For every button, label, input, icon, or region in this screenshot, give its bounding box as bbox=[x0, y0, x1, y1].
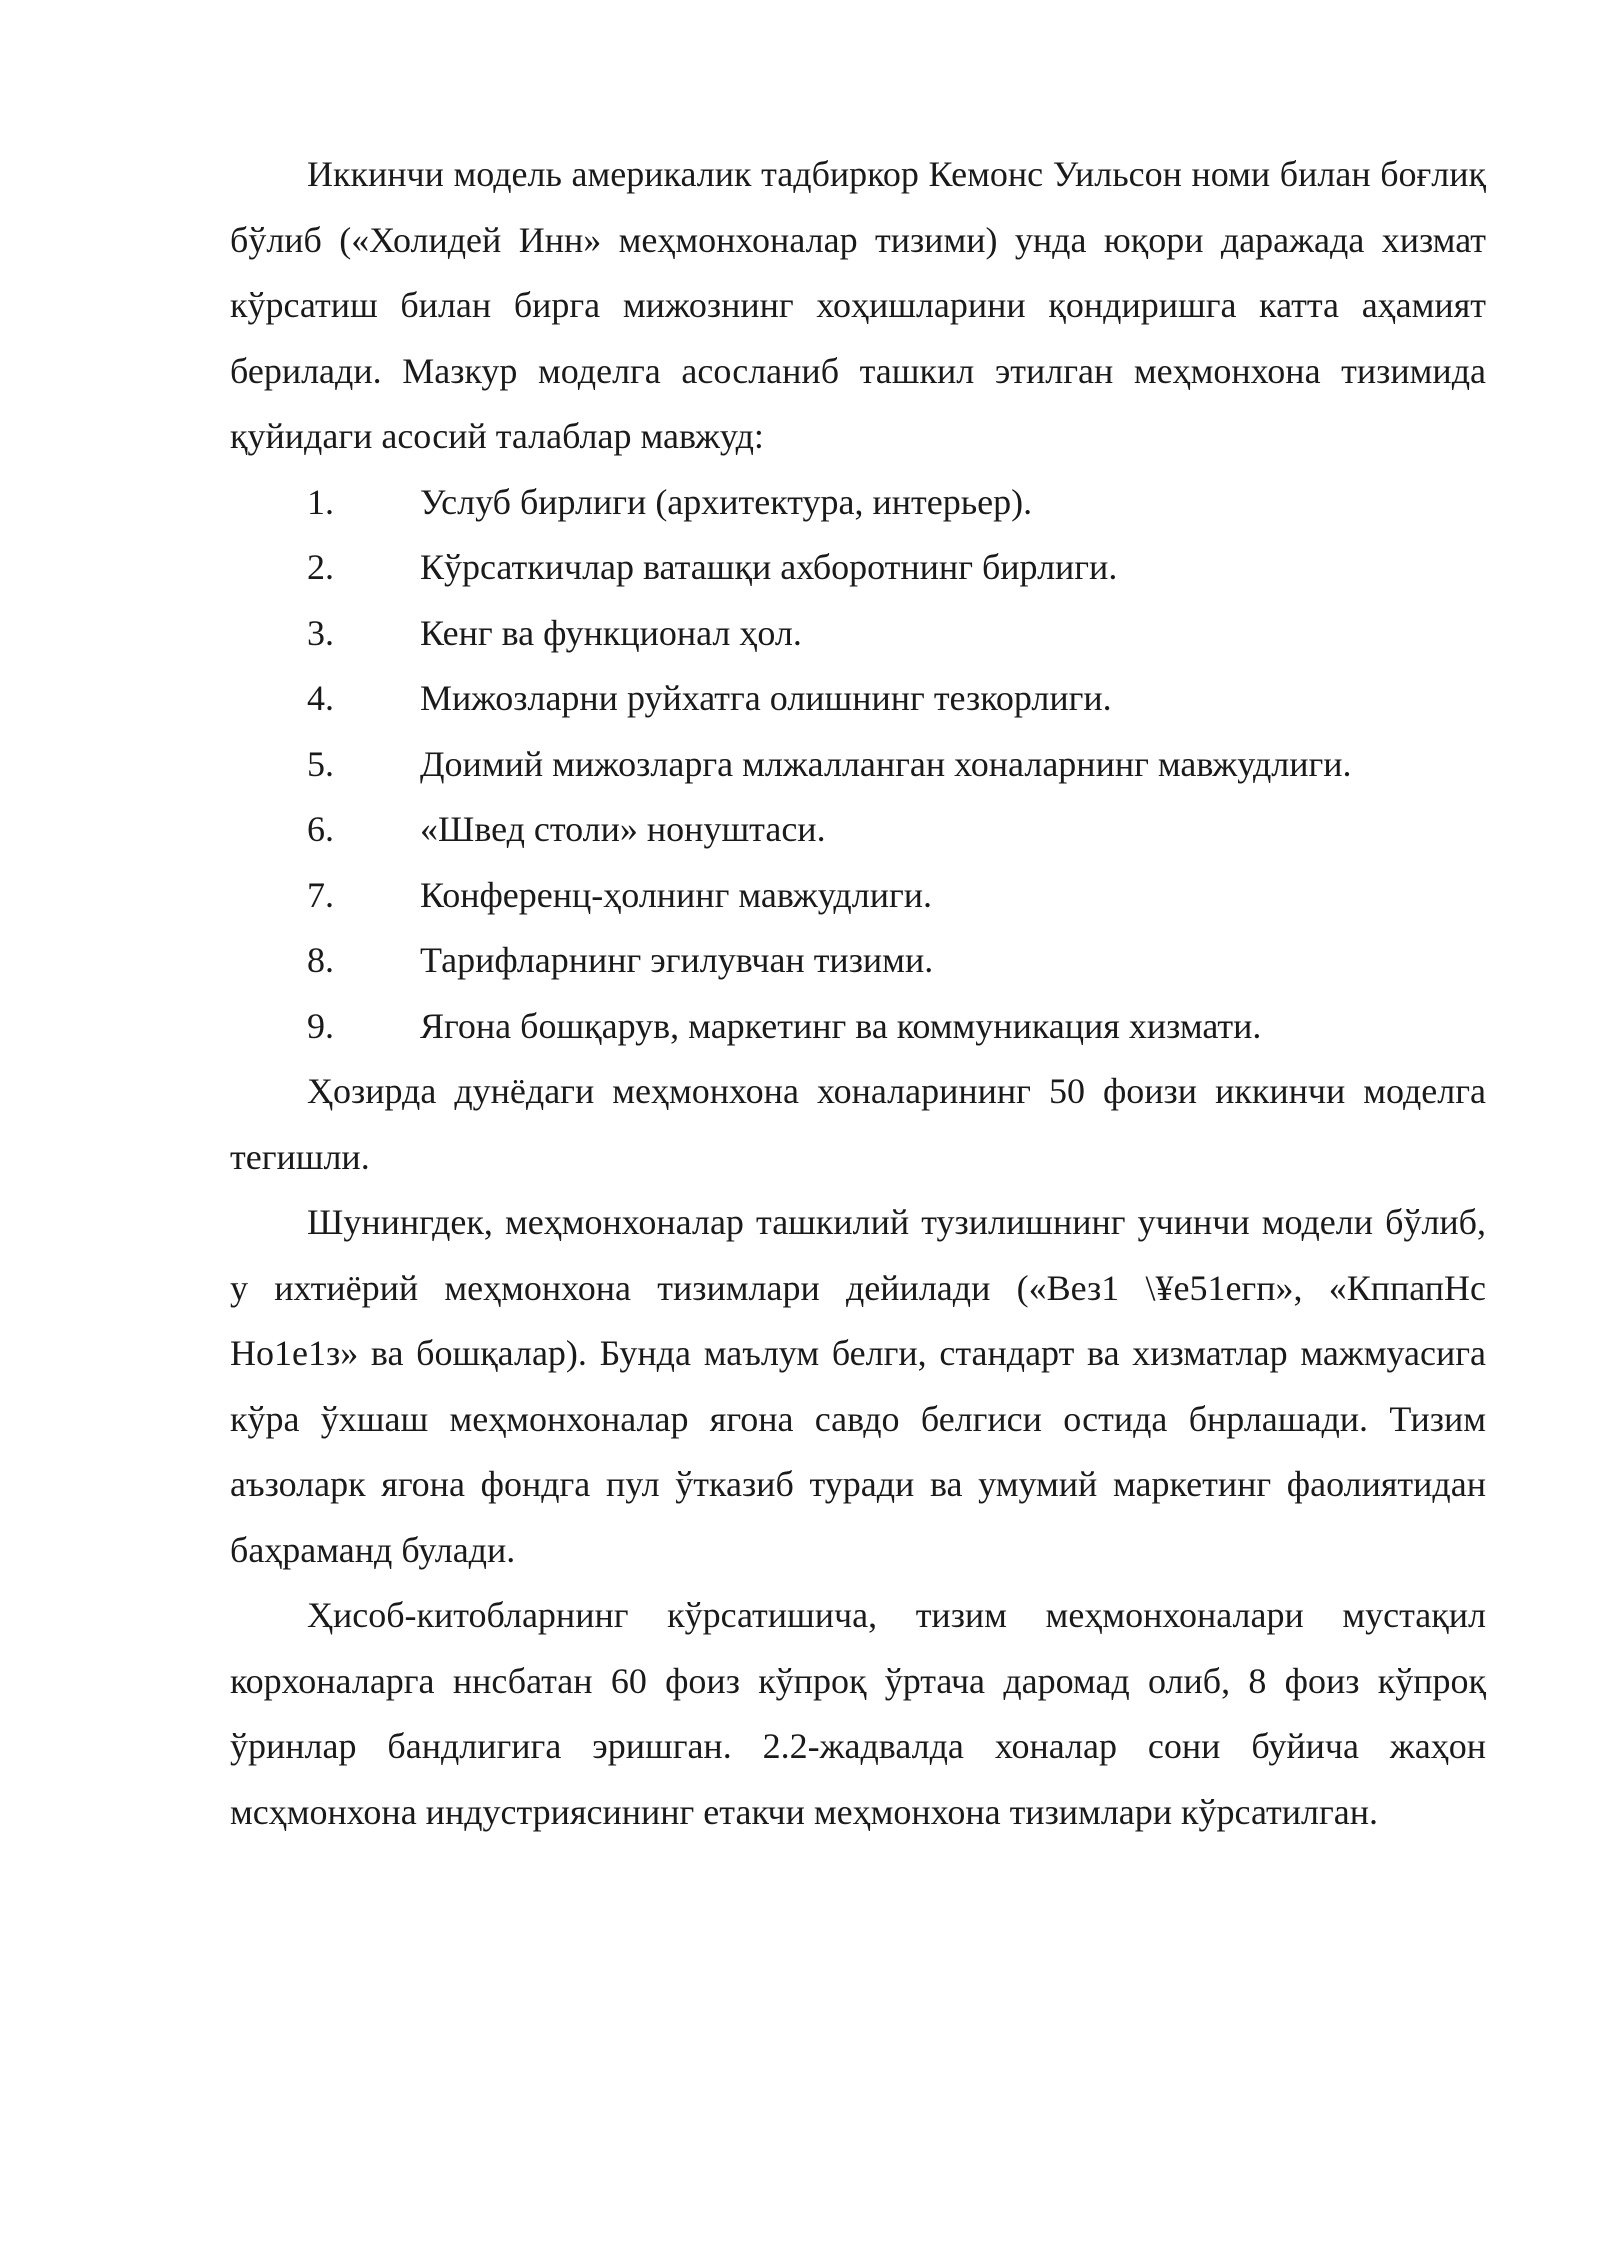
list-item-number: 1. bbox=[307, 481, 334, 522]
list-item-text: Мижозларни руйхатга олишнинг тезкорлиги. bbox=[420, 678, 1112, 718]
list-item bbox=[230, 928, 1486, 994]
list-item-text: «Швед столи» нонуштаси. bbox=[420, 809, 826, 849]
paragraph-statistics: Ҳисоб-китобларнинг кўрсатишича, тизим меҳмонхоналари мустақил корхоналарга ннсбатан 60 фоиз кўпроқ ўртача даромад олиб, 8 фоиз кўпроқ ўринлар бандлигига эришган. 2.2-жадвалда хоналар сони буйича жаҳон мсҳмонхона индустриясининг етакчи меҳмонхона тизимлари кўрсатилган. bbox=[230, 1595, 1486, 1832]
list-item bbox=[230, 601, 1486, 667]
list-item-number: 3. bbox=[307, 612, 334, 653]
list-item-text: Кенг ва функционал ҳол. bbox=[420, 612, 802, 653]
list-item-number: 4. bbox=[307, 678, 334, 718]
paragraph-third-model: Шунингдек, меҳмонхоналар ташкилий тузилишнинг учинчи модели бўлиб, у ихтиёрий меҳмонхона тизимлари дейилади («Вез1 \¥е51егп», «КппапНс Но1е1з» ва бошқалар). Бунда маълум белги, стандарт ва хизматлар мажмуасига кўра ўхшаш меҳмонхоналар ягона савдо белгиси остида бнрлашади. Тизим аъзоларк ягона фондга пул ўтказиб туради ва умумий маркетинг фаолиятидан баҳраманд булади. bbox=[230, 1202, 1486, 1570]
requirements-list bbox=[230, 470, 1486, 1060]
list-item-text: Ягона бошқарув, маркетинг ва коммуникация хизмати. bbox=[420, 1005, 1262, 1046]
list-item bbox=[230, 666, 1486, 732]
list-item-text: Тарифларнинг эгилувчан тизими. bbox=[420, 940, 934, 980]
paragraph-fifty-percent: Ҳозирда дунёдаги меҳмонхона хоналарининг 50 фоизи иккинчи моделга тегишли. bbox=[230, 1071, 1486, 1177]
document-body bbox=[230, 142, 1486, 1845]
list-item-number: 6. bbox=[307, 809, 334, 849]
list-item-number: 2. bbox=[307, 547, 334, 587]
list-item bbox=[230, 863, 1486, 929]
list-item-number: 7. bbox=[307, 874, 334, 915]
list-item-number: 8. bbox=[307, 940, 334, 980]
list-item bbox=[230, 797, 1486, 863]
list-item bbox=[230, 470, 1486, 536]
list-item bbox=[230, 732, 1486, 798]
list-item-number: 9. bbox=[307, 1005, 334, 1046]
paragraph-second-model: Иккинчи модель америкалик тадбиркор Кемонс Уильсон номи билан боғлиқ бўлиб («Холидей Инн» меҳмонхоналар тизими) унда юқори даражада хизмат кўрсатиш билан бирга мижознинг хоҳишларини қондиришга катта аҳамият берилади. Мазкур моделга асосланиб ташкил этилган меҳмонхона тизимида қуйидаги асосий талаблар мавжуд: bbox=[230, 154, 1486, 456]
list-item bbox=[230, 994, 1486, 1060]
list-item-number: 5. bbox=[307, 743, 334, 784]
list-item-text: Доимий мижозларга млжалланган хоналарнинг мавжудлиги. bbox=[420, 743, 1352, 784]
list-item-text: Конференц-ҳолнинг мавжудлиги. bbox=[420, 874, 932, 915]
list-item-text: Кўрсаткичлар ваташқи ахборотнинг бирлиги. bbox=[420, 547, 1118, 587]
list-item bbox=[230, 535, 1486, 601]
list-item-text: Услуб бирлиги (архитектура, интерьер). bbox=[420, 481, 1033, 522]
